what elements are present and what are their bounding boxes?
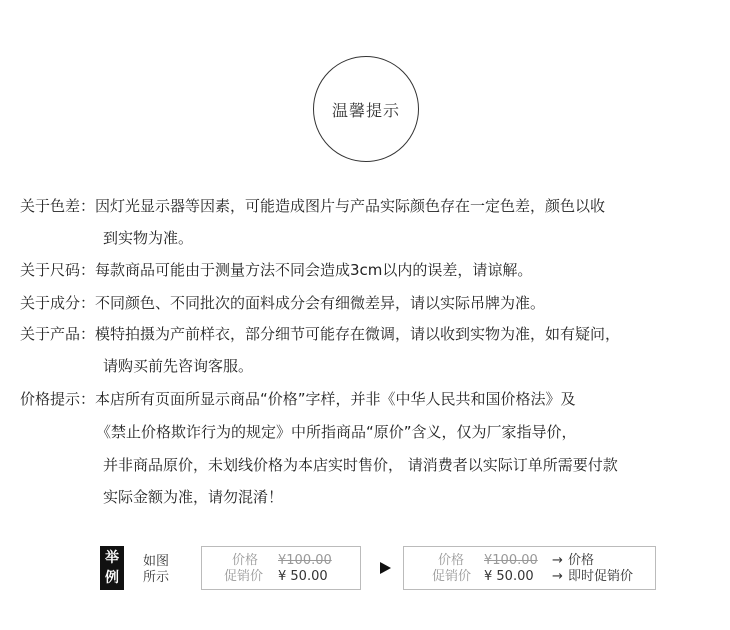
promo-price: ¥ 50.00 xyxy=(484,569,534,584)
note-color-diff xyxy=(20,196,605,216)
badge-text: 举 xyxy=(105,550,119,566)
badge-text: 例 xyxy=(105,570,119,586)
as-shown-label xyxy=(143,554,169,586)
price-meaning: 价格 xyxy=(568,553,595,568)
note-text: 到实物为准。 xyxy=(103,229,194,247)
original-price: ¥100.00 xyxy=(278,553,332,568)
note-label: 价格提示： xyxy=(20,390,96,408)
promo-label: 促销价 xyxy=(224,569,264,584)
as-shown-text: 所示 xyxy=(143,570,170,585)
note-label: 关于产品： xyxy=(20,325,96,343)
promo-meaning: 即时促销价 xyxy=(568,569,634,584)
play-arrow-icon xyxy=(380,562,391,574)
note-text: 不同颜色、不同批次的面料成分会有细微差异，请以实际吊牌为准。 xyxy=(95,294,546,312)
as-shown-text: 如图 xyxy=(143,554,170,569)
note-price xyxy=(20,389,576,409)
page-title: 温馨提示 xyxy=(331,100,400,120)
note-text: 并非商品原价，未划线价格为本店实时售价， 请消费者以实际订单所需要付款 xyxy=(103,456,618,474)
promo-price: ¥ 50.00 xyxy=(278,569,328,584)
note-product xyxy=(20,324,620,344)
price-label: 价格 xyxy=(438,553,465,568)
note-text: 本店所有页面所显示商品“价格”字样，并非《中华人民共和国价格法》及 xyxy=(95,390,576,408)
arrow-right-icon: → xyxy=(552,553,563,568)
arrow-right-icon: → xyxy=(552,569,563,584)
note-text: 请购买前先咨询客服。 xyxy=(103,357,254,375)
note-text: 因灯光显示器等因素，可能造成图片与产品实际颜色存在一定色差，颜色以收 xyxy=(95,197,606,215)
note-label: 关于色差： xyxy=(20,197,96,215)
note-text: 模特拍摄为产前样衣，部分细节可能存在微调，请以收到实物为准，如有疑问， xyxy=(95,325,621,343)
original-price: ¥100.00 xyxy=(484,553,538,568)
promo-label: 促销价 xyxy=(432,569,472,584)
note-text: 每款商品可能由于测量方法不同会造成3cm以内的误差，请谅解。 xyxy=(95,261,533,279)
note-text: 实际金额为准，请勿混淆！ xyxy=(103,488,284,506)
price-explanation-box xyxy=(403,546,656,590)
price-example-box xyxy=(201,546,361,590)
note-text: 《禁止价格欺诈行为的规定》中所指商品“原价”含义，仅为厂家指导价， xyxy=(96,423,577,441)
title-circle xyxy=(313,56,419,162)
note-size xyxy=(20,260,532,280)
note-material xyxy=(20,293,545,313)
note-label: 关于成分： xyxy=(20,294,96,312)
example-badge xyxy=(100,546,124,590)
price-label: 价格 xyxy=(232,553,259,568)
note-label: 关于尺码： xyxy=(20,261,96,279)
